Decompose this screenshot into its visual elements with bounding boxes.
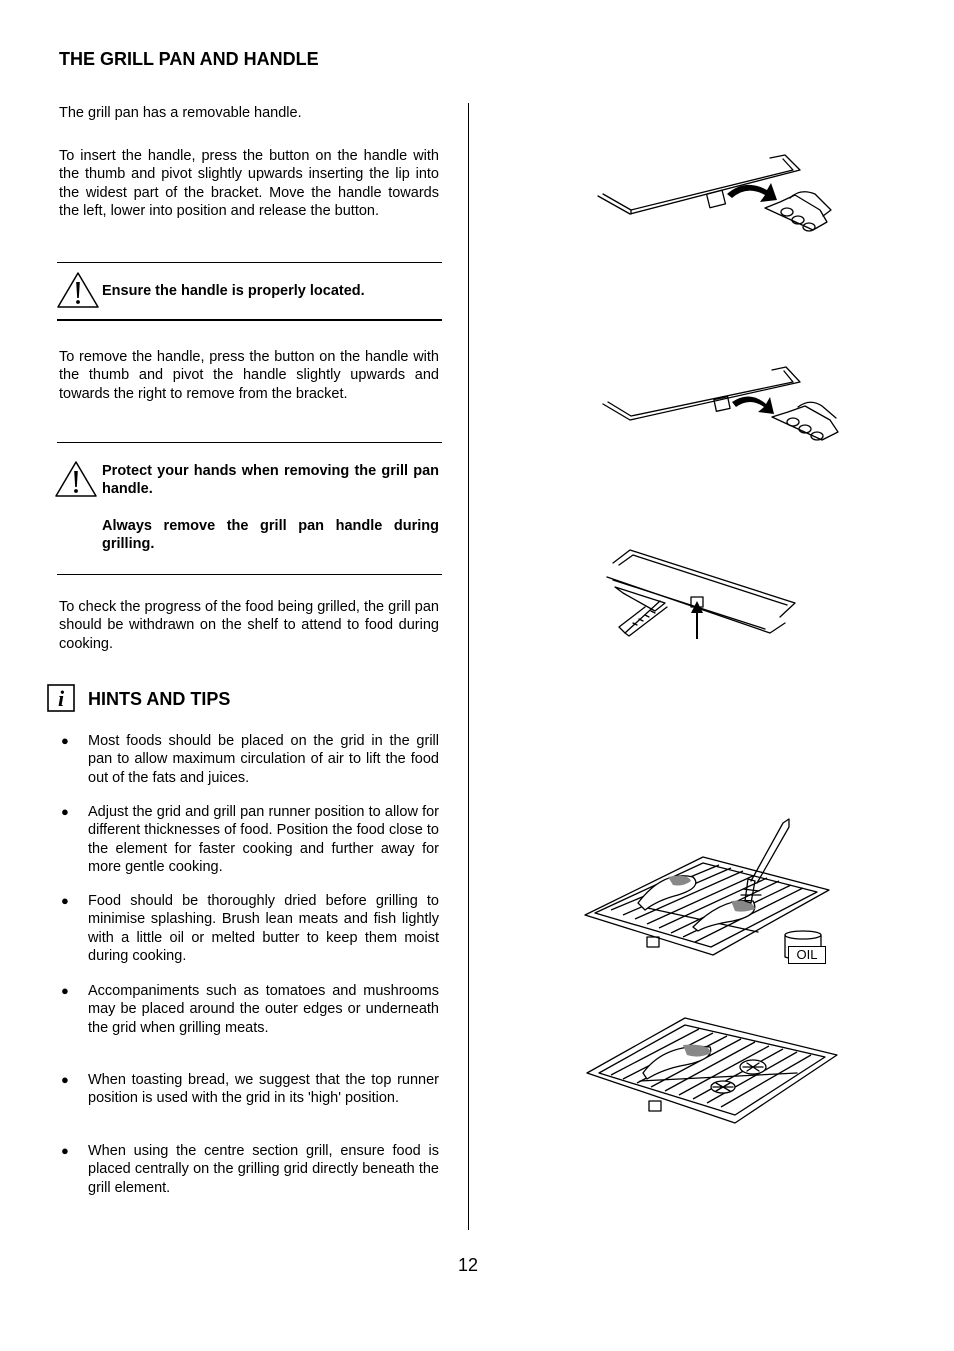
bullet-icon: ● [61, 1143, 69, 1158]
food-on-grid-illustration [585, 1015, 840, 1130]
bullet-icon: ● [61, 1072, 69, 1087]
hint-item: Accompaniments such as tomatoes and mushrooms may be placed around the outer edges or underneath the grid when grilling meats. [88, 983, 439, 1036]
pan-bracket-illustration [605, 545, 800, 645]
warning-triangle-icon [54, 460, 98, 498]
brushing-meat-illustration [583, 815, 833, 965]
column-divider [468, 103, 469, 1230]
remove-handle-paragraph: To remove the handle, press the button on the handle with the thumb and pivot the handle slightly upwards and towards the right to remove from the bracket. [59, 349, 439, 402]
hint-item: Adjust the grid and grill pan runner position to allow for different thicknesses of food. Position the food close to the element for faster cooking and further away for more gentle cooking. [88, 804, 439, 876]
warning-triangle-icon [56, 271, 100, 309]
hint-item: Most foods should be placed on the grid in the grill pan to allow maximum circulation of air to lift the food out of the fats and juices. [88, 733, 439, 786]
hint-item: When using the centre section grill, ensure food is placed centrally on the grilling grid directly beneath the grill element. [88, 1143, 439, 1196]
bullet-icon: ● [61, 733, 69, 748]
svg-text:i: i [57, 686, 65, 711]
hint-item: When toasting bread, we suggest that the top runner position is used with the grid in its 'high' position. [88, 1072, 439, 1107]
hints-title: HINTS AND TIPS [88, 689, 231, 709]
page-number: 12 [458, 1255, 479, 1275]
intro-paragraph: The grill pan has a removable handle. [59, 105, 302, 121]
page-title: THE GRILL PAN AND HANDLE [59, 49, 319, 69]
insert-handle-illustration [595, 150, 835, 245]
divider [57, 262, 442, 263]
insert-handle-paragraph: To insert the handle, press the button on the handle with the thumb and pivot slightly upwards inserting the lip into the widest part of the bracket. Move the handle towards the left, lower into position and release the button. [59, 148, 439, 220]
divider [57, 442, 442, 443]
warning-handle-located: Ensure the handle is properly located. [102, 283, 365, 299]
remove-handle-illustration [600, 362, 840, 452]
info-i-icon [47, 684, 75, 712]
bullet-icon: ● [61, 804, 69, 819]
bullet-icon: ● [61, 983, 69, 998]
divider [57, 319, 442, 321]
warning-protect-hands: Protect your hands when removing the grill pan handle. [102, 463, 439, 498]
oil-jar-label: OIL [788, 946, 826, 964]
warning-remove-handle: Always remove the grill pan handle during grilling. [102, 518, 439, 553]
check-progress-paragraph: To check the progress of the food being grilled, the grill pan should be withdrawn on the shelf to attend to food during cooking. [59, 599, 439, 652]
hint-item: Food should be thoroughly dried before grilling to minimise splashing. Brush lean meats and fish lightly with a little oil or melted butter to keep them moist during cooking. [88, 893, 439, 965]
divider [57, 574, 442, 575]
bullet-icon: ● [61, 893, 69, 908]
